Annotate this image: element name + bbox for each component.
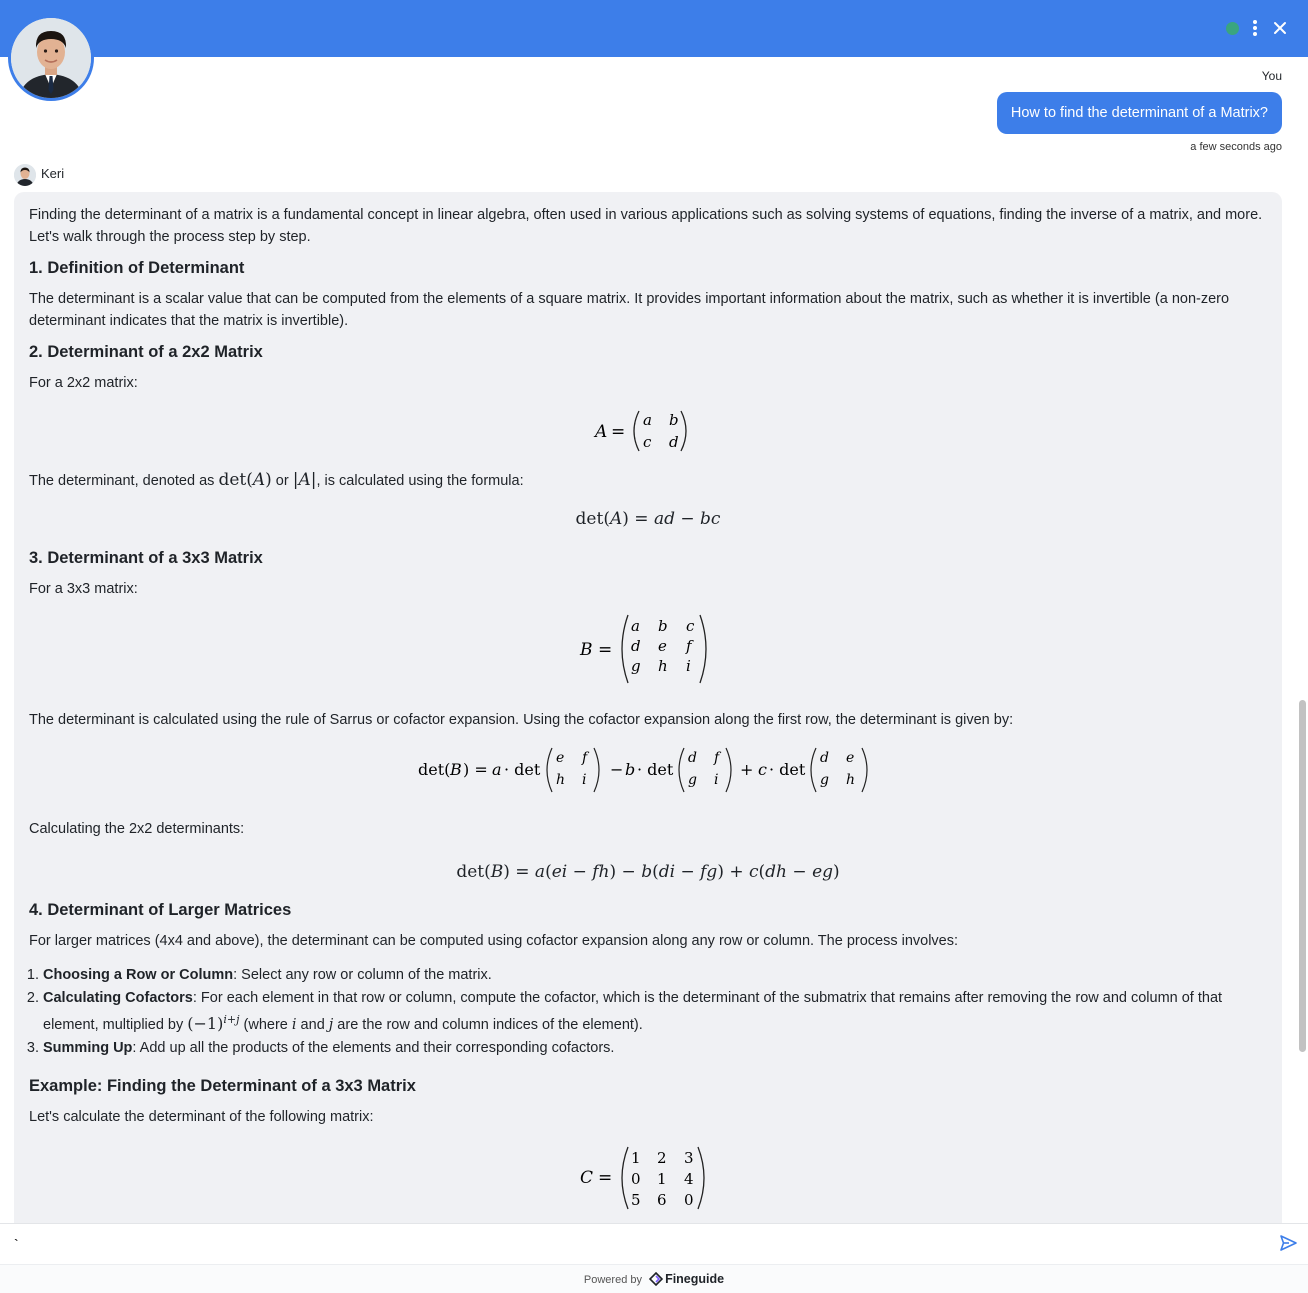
section-heading: 2. Determinant of a 2x2 Matrix [29,343,263,361]
list-item: 1. Choosing a Row or Column: Select any row or column of the matrix. [43,964,1267,986]
svg-text:−: − [610,760,624,779]
svg-text:i: i [582,772,587,788]
section-paragraph: The determinant, denoted as det(A) or |A|, is calculated using the formula: [29,470,524,490]
message-input[interactable] [14,1230,1254,1258]
svg-text:A: A [595,422,608,442]
user-message-bubble: How to find the determinant of a Matrix? [997,92,1282,134]
section-paragraph: For a 3x3 matrix: [29,581,138,597]
svg-text:· det: · det [637,760,674,779]
section-paragraph: The determinant is a scalar value that can be computed from the elements of a square matrix. It provides important information about the matrix, such as whether it is invertible (a non-zero determinant indicates that the matrix is invertible). [29,291,1230,329]
svg-text:a: a [631,617,640,635]
matrix-b-equation [29,609,1267,709]
text-span: or [271,473,293,489]
svg-text:c: c [643,433,652,451]
message-input-bar [0,1223,1308,1264]
svg-text:d: d [688,750,697,766]
svg-text:i: i [714,772,719,788]
section-paragraph: For larger matrices (4x4 and above), the determinant can be computed using cofactor expansion along any row or column. The process involves: [29,933,959,949]
svg-text:det(: det( [418,760,451,779]
det-b-expanded-formula: det(B) = a(ei − fh) − b(di − fg) + c(dh − eg) [456,862,840,882]
svg-text:d: d [669,433,679,451]
svg-text:3: 3 [684,1148,694,1167]
svg-text:+: + [740,760,754,779]
svg-text:e: e [556,750,565,766]
list-item: 2. Calculating Cofactors: For each element in that row or column, compute the cofactor, which is the determinant of the submatrix that remains after removing the row and column of that element, multiplied by $(-1)^{i+j}$ (where i and j are the row and column indices of the element). [43,987,1267,1036]
online-status-dot [1226,22,1239,35]
svg-text:B: B [580,640,593,660]
svg-text:C: C [580,1167,594,1188]
svg-text:0: 0 [684,1190,694,1209]
svg-text:g: g [688,772,697,788]
section-heading: Example: Finding the Determinant of a 3x3 Matrix [29,1076,416,1095]
svg-text:g: g [631,657,641,675]
matrix-c-equation [29,1137,1267,1217]
message-timestamp: a few seconds ago [1190,141,1282,153]
svg-text:a: a [492,760,502,779]
text-span: The determinant, denoted as [29,473,219,489]
section-heading: 3. Determinant of a 3x3 Matrix [29,549,263,567]
svg-text:i: i [686,657,691,675]
scrollbar-thumb[interactable] [1299,700,1306,1052]
bot-avatar [14,164,36,186]
svg-text:e: e [846,750,855,766]
svg-text:=: = [611,422,626,442]
svg-text:2: 2 [657,1148,667,1167]
svg-text:d: d [631,637,641,655]
section-paragraph: Let's calculate the determinant of the following matrix: [29,1108,374,1125]
svg-text:1: 1 [631,1148,641,1167]
answer-intro: Finding the determinant of a matrix is a fundamental concept in linear algebra, often used in various applications such as solving systems of equations, finding the inverse of a matrix, and more. Let's walk through the process step by step. [29,207,1263,245]
section-paragraph: The determinant is calculated using the rule of Sarrus or cofactor expansion. Using the cofactor expansion along the first row, the determinant is given by: [29,712,1014,728]
svg-text:) =: ) = [463,760,488,779]
svg-text:b: b [625,760,636,779]
matrix-a-equation [29,403,1267,469]
svg-text:d: d [820,750,829,766]
svg-text:b: b [658,617,668,635]
assistant-avatar [8,15,94,101]
send-icon[interactable] [1278,1233,1298,1253]
text-span: , is calculated using the formula: [316,473,524,489]
section-heading: 4. Determinant of Larger Matrices [29,901,292,919]
svg-text:=: = [598,640,613,660]
svg-text:B: B [450,760,462,779]
bot-answer-bubble [14,192,1282,1232]
fineguide-brand[interactable]: Fineguide [665,1272,725,1286]
user-author-label: You [1261,69,1282,83]
section-heading: 1. Definition of Determinant [29,259,245,277]
svg-text:· det: · det [504,760,541,779]
det-a-formula: det(A) = ad − bc [575,509,721,529]
svg-text:b: b [669,411,679,429]
svg-text:0: 0 [631,1169,641,1188]
section-paragraph: Calculating the 2x2 determinants: [29,821,245,837]
fineguide-logo-icon [649,1269,663,1283]
svg-text:5: 5 [631,1190,641,1209]
svg-text:c: c [686,617,695,635]
close-icon[interactable] [1271,19,1289,37]
powered-by-footer [0,1264,1308,1293]
svg-text:h: h [846,772,856,788]
svg-text:· det: · det [769,760,806,779]
section-paragraph: For a 2x2 matrix: [29,375,138,391]
svg-text:f: f [582,750,588,766]
svg-text:f: f [686,637,692,655]
powered-by-label: Powered by [583,1274,642,1286]
svg-text:h: h [658,657,668,675]
svg-text:e: e [658,637,667,655]
svg-text:g: g [820,772,829,788]
svg-text:c: c [758,760,767,779]
svg-text:1: 1 [657,1169,667,1188]
chat-header [0,0,1308,57]
list-item: 3. Summing Up: Add up all the products of the elements and their corresponding cofactors. [43,1037,1267,1059]
bot-name: Keri [41,166,65,181]
steps-list [29,964,1267,1059]
det-b-cofactor-expansion [29,740,1267,818]
kebab-menu-icon[interactable] [1246,18,1264,38]
svg-text:f: f [714,750,720,766]
svg-text:h: h [556,772,566,788]
svg-text:6: 6 [657,1190,667,1209]
svg-text:4: 4 [684,1169,694,1188]
svg-text:=: = [598,1167,613,1188]
svg-text:a: a [643,411,652,429]
